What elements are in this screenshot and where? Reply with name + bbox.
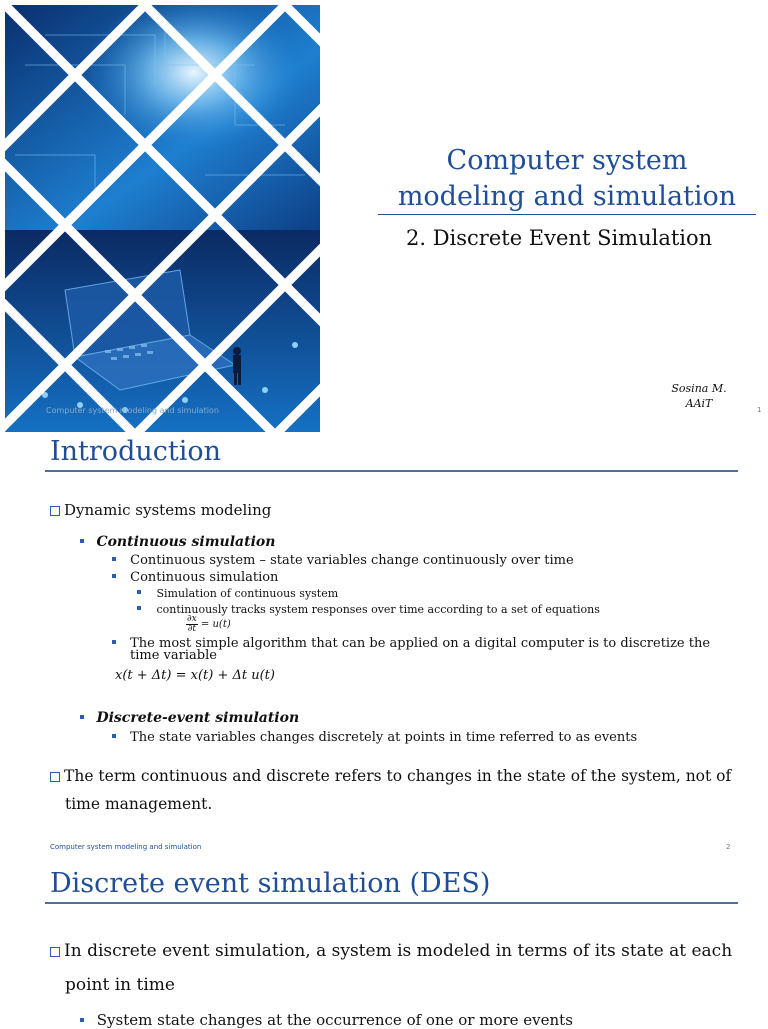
checkbox-bullet-icon xyxy=(50,947,60,957)
square-bullet-icon xyxy=(80,1018,84,1022)
title-slide xyxy=(0,0,768,432)
square-bullet-icon xyxy=(112,640,116,644)
fraction xyxy=(186,615,198,634)
fraction-denominator: ∂t xyxy=(187,624,196,634)
sub-list-item-text: Simulation of continuous system xyxy=(156,587,339,600)
square-bullet-icon xyxy=(80,715,84,719)
author-block xyxy=(650,381,748,411)
presentation-title xyxy=(378,143,756,215)
heading-text: Discrete-event simulation xyxy=(96,710,300,726)
bullet-des-definition xyxy=(50,934,732,1002)
presentation-subtitle: 2. Discrete Event Simulation xyxy=(406,226,713,250)
title-underline xyxy=(45,902,738,904)
list-item-text: The state variables changes discretely at points in time referred to as events xyxy=(130,730,638,745)
slide-footer: Computer system modeling and simulation xyxy=(46,406,219,415)
checkbox-bullet-icon xyxy=(50,772,60,782)
list-item-text: Continuous simulation xyxy=(130,570,279,585)
title-divider xyxy=(378,214,756,215)
equation-rhs: = u(t) xyxy=(200,619,231,630)
equation-derivative xyxy=(186,615,231,634)
list-item xyxy=(112,554,574,568)
list-item xyxy=(112,638,710,662)
title-underline xyxy=(45,470,738,472)
bullet-dynamic-systems xyxy=(50,502,271,518)
square-bullet-icon xyxy=(80,539,84,543)
author-institution: AAiT xyxy=(685,397,713,410)
square-bullet-icon xyxy=(137,606,141,610)
continuous-heading xyxy=(80,534,275,550)
list-item-text: Continuous system – state variables change continuously over time xyxy=(130,553,574,568)
checkbox-bullet-icon xyxy=(50,506,60,516)
discrete-heading xyxy=(80,710,299,726)
des-slide xyxy=(0,864,768,1029)
bullet-text-continued: time management. xyxy=(65,795,213,813)
list-item-text: The most simple algorithm that can be applied on a digital computer is to discretize the xyxy=(130,636,711,651)
square-bullet-icon xyxy=(112,734,116,738)
bullet-text-continued: point in time xyxy=(65,975,175,995)
bullet-term-definition xyxy=(50,762,731,818)
square-bullet-icon xyxy=(137,590,141,594)
bullet-text: Dynamic systems modeling xyxy=(64,501,272,519)
square-bullet-icon xyxy=(112,557,116,561)
sub-list-item xyxy=(137,587,338,601)
slide-footer: Computer system modeling and simulation xyxy=(50,843,202,851)
slide-title: Introduction xyxy=(50,436,221,467)
author-name: Sosina M. xyxy=(671,382,727,395)
bullet-text: The term continuous and discrete refers to changes in the state of the system, not of xyxy=(64,767,732,785)
heading-text: Continuous simulation xyxy=(96,534,276,550)
bullet-text: In discrete event simulation, a system is modeled in terms of its state at each xyxy=(64,941,733,961)
sub-list-item-text: continuously tracks system responses over time according to a set of equations xyxy=(156,603,600,616)
list-item-text: System state changes at the occurrence of one or more events xyxy=(96,1011,573,1029)
square-bullet-icon xyxy=(112,574,116,578)
introduction-slide xyxy=(0,432,768,864)
list-item xyxy=(112,731,637,745)
list-item xyxy=(112,571,278,585)
fraction-numerator: ∂x xyxy=(187,614,197,624)
page-number: 2 xyxy=(726,843,731,851)
list-item-text-continued: time variable xyxy=(130,648,217,663)
slide-title: Discrete event simulation (DES) xyxy=(50,868,491,899)
equation-discretized: x(t + Δt) = x(t) + Δt u(t) xyxy=(115,668,275,683)
title-line-2: modeling and simulation xyxy=(397,181,737,212)
cover-image xyxy=(5,5,320,432)
title-line-1: Computer system xyxy=(446,145,688,176)
page-number: 1 xyxy=(757,406,762,414)
list-item xyxy=(80,1012,573,1028)
